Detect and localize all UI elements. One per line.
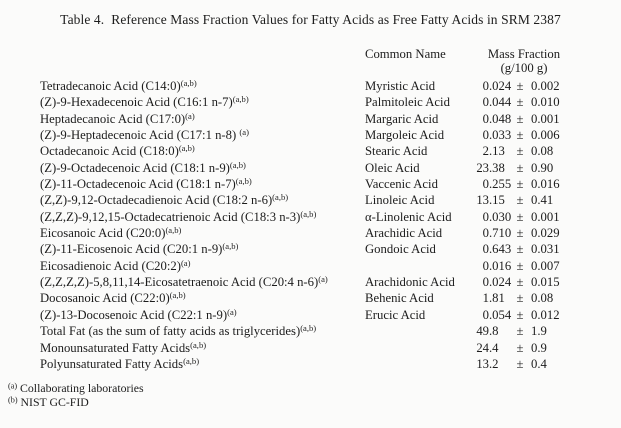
- table-row: [40, 225, 621, 241]
- column-headers: [0, 47, 621, 75]
- footnote-marker: (a,b): [229, 159, 246, 170]
- value-integer: 23: [476, 160, 489, 175]
- table-row: [40, 340, 621, 356]
- footnote-marker: (a,b): [235, 176, 252, 187]
- value-integer: 49: [476, 324, 489, 339]
- uncertainty-value: 0.016: [531, 177, 560, 192]
- table-row: [40, 241, 621, 257]
- table-row: [40, 209, 621, 225]
- acid-name: Polyunsaturated Fatty Acids$^{(a,b)}$: [40, 355, 200, 371]
- acid-name: Docosanoic Acid (C22:0)$^{(a,b)}$: [40, 290, 186, 306]
- value-fraction: .81: [489, 291, 505, 306]
- plus-minus-symbol: ±: [516, 209, 524, 224]
- value-fraction: .024: [489, 79, 512, 93]
- common-name: Behenic Acid: [365, 291, 434, 306]
- footnote-marker: (a): [318, 274, 328, 285]
- plus-minus-symbol: ±: [516, 324, 524, 339]
- value-integer: 1: [482, 291, 489, 306]
- uncertainty-value: 0.006: [531, 128, 560, 143]
- acid-name: (Z)-11-Octadecenoic Acid (C18:1 n-7)$^{(a,b)}$: [40, 176, 252, 192]
- common-name: [365, 258, 471, 274]
- value-integer: 0: [482, 258, 489, 273]
- footnote-line: $^{(b)}$ NIST GC-FID: [8, 395, 89, 410]
- footnote-marker: (b): [8, 395, 18, 405]
- footnote-marker: (a,b): [183, 355, 200, 366]
- footnote-marker: (a,b): [232, 94, 249, 105]
- value-integer: 0: [482, 307, 489, 322]
- table-row: [40, 258, 621, 274]
- common-name: Oleic Acid: [365, 160, 420, 175]
- value-fraction: .044: [489, 95, 512, 110]
- acid-name: Monounsaturated Fatty Acids$^{(a,b)}$: [40, 339, 207, 355]
- value-fraction: .054: [489, 307, 512, 322]
- uncertainty-value: 0.001: [531, 209, 560, 224]
- uncertainty-value: 0.08: [531, 291, 554, 306]
- footnote-line: $^{(a)}$ Collaborating laboratories: [8, 381, 144, 395]
- value-integer: 2: [482, 144, 489, 159]
- table-row: [40, 160, 621, 176]
- footnote-marker: (a,b): [272, 192, 289, 203]
- plus-minus-symbol: ±: [516, 340, 524, 355]
- table-row: [40, 307, 621, 323]
- column-header-mass-fraction: [468, 47, 580, 75]
- value-fraction: .255: [489, 177, 512, 192]
- table-row: [40, 274, 621, 290]
- value-integer: 0: [482, 128, 489, 143]
- table-row: [40, 127, 621, 143]
- uncertainty-value: 0.007: [531, 258, 560, 273]
- table-row: [40, 176, 621, 192]
- acid-name: Eicosadienoic Acid (C20:2)$^{(a)}$: [40, 257, 191, 273]
- plus-minus-symbol: ±: [516, 226, 524, 241]
- common-name: Arachidic Acid: [365, 226, 443, 241]
- footnote-marker: (a): [227, 306, 237, 317]
- value-integer: 0: [482, 111, 489, 126]
- table-row: [40, 78, 621, 94]
- value-integer: 0: [482, 275, 489, 290]
- plus-minus-symbol: ±: [516, 177, 524, 192]
- common-name: Vaccenic Acid: [365, 177, 438, 192]
- uncertainty-value: 0.001: [531, 111, 560, 126]
- uncertainty-value: 0.031: [531, 242, 560, 257]
- value-fraction: .710: [489, 226, 512, 241]
- value-fraction: .016: [489, 258, 512, 273]
- footnote-marker: (a,b): [169, 290, 186, 301]
- common-name: Margoleic Acid: [365, 128, 445, 143]
- table-row: [40, 290, 621, 306]
- plus-minus-symbol: ±: [516, 160, 524, 175]
- footnote-marker: (a,b): [165, 225, 182, 236]
- acid-name: Octadecanoic Acid (C18:0)$^{(a,b)}$: [40, 143, 195, 159]
- table-title: Table 4. Reference Mass Fraction Values for Fatty Acids as Free Fatty Acids in SRM 2387: [60, 12, 561, 27]
- value-integer: 0: [482, 226, 489, 241]
- value-integer: 0: [482, 95, 489, 110]
- uncertainty-value: 0.015: [531, 275, 560, 290]
- mass-fraction-label: Mass Fraction: [487, 47, 561, 61]
- uncertainty-value: 0.08: [531, 144, 554, 159]
- footnote-marker: (a): [239, 127, 249, 138]
- plus-minus-symbol: ±: [516, 95, 524, 110]
- common-name: Erucic Acid: [365, 307, 426, 322]
- value-fraction: .048: [489, 111, 512, 126]
- footnote-marker: (a,b): [190, 339, 207, 350]
- plus-minus-symbol: ±: [516, 79, 524, 93]
- value-fraction: .13: [489, 144, 505, 159]
- footnote-marker: (a): [8, 381, 18, 391]
- value-fraction: .4: [489, 340, 499, 355]
- plus-minus-symbol: ±: [516, 275, 524, 290]
- footnote-marker: (a,b): [300, 323, 317, 334]
- acid-name: (Z,Z)-9,12-Octadecadienoic Acid (C18:2 n-6)$^{(a,b)}$: [40, 192, 289, 208]
- common-name: Palmitoleic Acid: [365, 95, 450, 110]
- uncertainty-value: 0.90: [531, 160, 554, 175]
- value-integer: 13: [476, 193, 489, 208]
- plus-minus-symbol: ±: [516, 356, 524, 371]
- value-integer: 0: [482, 209, 489, 224]
- footnote-marker: (a,b): [180, 78, 197, 88]
- uncertainty-value: 0.029: [531, 226, 560, 241]
- footnote-marker: (a): [180, 257, 191, 268]
- common-name: [365, 356, 471, 372]
- common-name: Margaric Acid: [365, 111, 439, 126]
- footnote-marker: (a,b): [222, 241, 239, 252]
- value-integer: 0: [482, 242, 489, 257]
- column-header-common-name: Common Name: [365, 47, 446, 61]
- acid-name: (Z)-9-Heptadecenoic Acid (C17:1 n-8) $^{(a)}$: [40, 127, 249, 143]
- common-name: Myristic Acid: [365, 79, 436, 93]
- uncertainty-value: 0.9: [531, 340, 547, 355]
- table-row: [40, 143, 621, 159]
- acid-name: (Z)-13-Docosenoic Acid (C22:1 n-9)$^{(a)}$: [40, 306, 237, 322]
- acid-name: Tetradecanoic Acid (C14:0)$^{(a,b)}$: [40, 78, 197, 93]
- value-integer: 0: [482, 177, 489, 192]
- uncertainty-value: 0.010: [531, 95, 560, 110]
- plus-minus-symbol: ±: [516, 307, 524, 322]
- acid-name: (Z)-11-Eicosenoic Acid (C20:1 n-9)$^{(a,b)}$: [40, 241, 239, 257]
- plus-minus-symbol: ±: [516, 291, 524, 306]
- table-row: [40, 111, 621, 127]
- common-name: [365, 340, 471, 356]
- mass-fraction-unit: (g/100 g): [500, 61, 548, 75]
- value-fraction: .024: [489, 275, 512, 290]
- plus-minus-symbol: ±: [516, 111, 524, 126]
- table-row: [40, 323, 621, 339]
- uncertainty-value: 0.002: [531, 79, 560, 93]
- plus-minus-symbol: ±: [516, 242, 524, 257]
- value-integer: 13: [476, 356, 489, 371]
- table-row: [40, 356, 621, 372]
- value-fraction: .8: [489, 324, 499, 339]
- common-name: Linoleic Acid: [365, 193, 435, 208]
- value-integer: 24: [476, 340, 489, 355]
- acid-name: (Z,Z,Z)-9,12,15-Octadecatrienoic Acid (C18:3 n-3)$^{(a,b)}$: [40, 208, 317, 224]
- acid-name: (Z)-9-Octadecenoic Acid (C18:1 n-9)$^{(a,b)}$: [40, 159, 246, 175]
- value-fraction: .030: [489, 209, 512, 224]
- common-name: α-Linolenic Acid: [365, 209, 452, 224]
- value-integer: 0: [482, 79, 489, 93]
- footnote-marker: (a,b): [178, 143, 195, 154]
- uncertainty-value: 0.012: [531, 307, 560, 322]
- footnotes: [8, 381, 144, 409]
- plus-minus-symbol: ±: [516, 144, 524, 159]
- uncertainty-value: 1.9: [531, 324, 547, 339]
- uncertainty-value: 0.4: [531, 356, 547, 371]
- common-name: Stearic Acid: [365, 144, 428, 159]
- table-row: [40, 192, 621, 208]
- acid-name: Eicosanoic Acid (C20:0)$^{(a,b)}$: [40, 225, 182, 241]
- acid-name: Heptadecanoic Acid (C17:0)$^{(a)}$: [40, 110, 195, 126]
- footnote-marker: (a): [185, 110, 195, 121]
- value-fraction: .033: [489, 128, 512, 143]
- common-name: Arachidonic Acid: [365, 275, 455, 290]
- value-fraction: .15: [489, 193, 505, 208]
- acid-name: (Z)-9-Hexadecenoic Acid (C16:1 n-7)$^{(a,b)}$: [40, 94, 249, 110]
- fatty-acid-table: [40, 78, 621, 372]
- uncertainty-value: 0.41: [531, 193, 554, 208]
- value-fraction: .38: [489, 160, 505, 175]
- table-row: [40, 94, 621, 110]
- plus-minus-symbol: ±: [516, 258, 524, 273]
- plus-minus-symbol: ±: [516, 128, 524, 143]
- value-fraction: .2: [489, 356, 499, 371]
- common-name: Gondoic Acid: [365, 242, 436, 257]
- value-fraction: .643: [489, 242, 512, 257]
- acid-name: Total Fat (as the sum of fatty acids as triglycerides)$^{(a,b)}$: [40, 323, 317, 339]
- common-name: [365, 323, 471, 339]
- plus-minus-symbol: ±: [516, 193, 524, 208]
- acid-name: (Z,Z,Z,Z)-5,8,11,14-Eicosatetraenoic Acid (C20:4 n-6)$^{(a)}$: [40, 274, 328, 290]
- footnote-marker: (a,b): [300, 208, 317, 219]
